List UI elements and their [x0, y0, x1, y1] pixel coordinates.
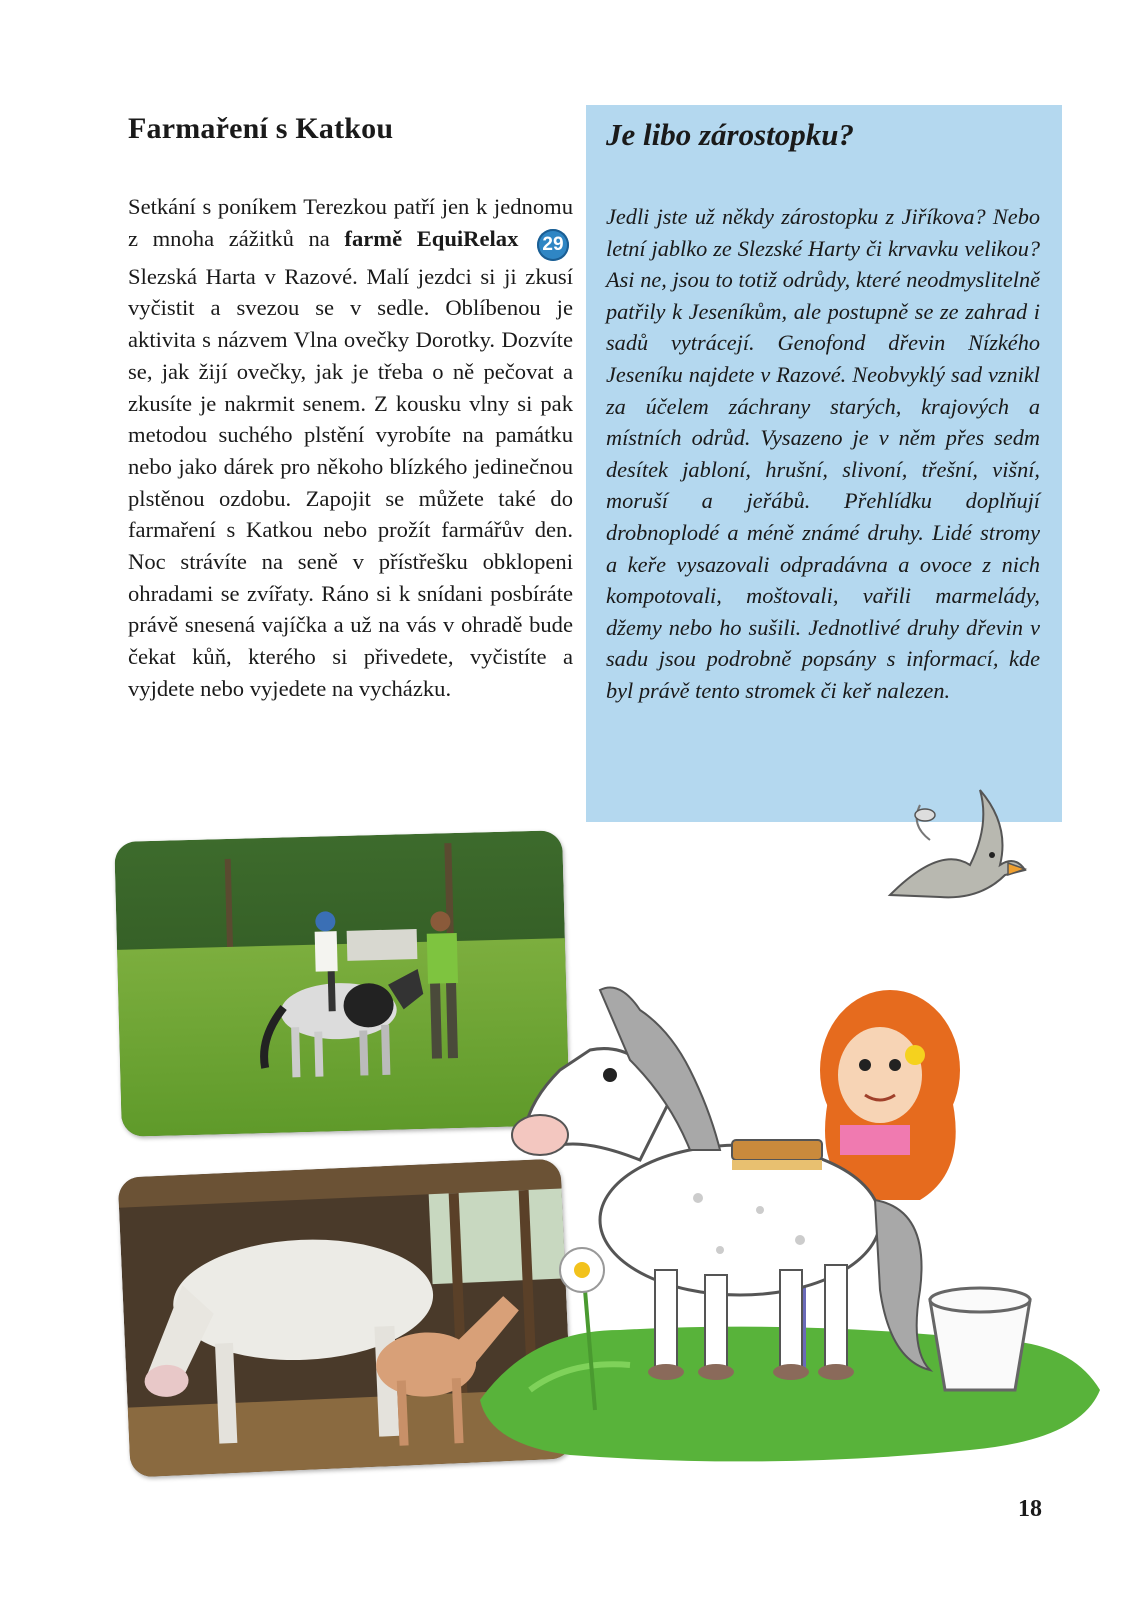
location-badge: 29 — [537, 229, 569, 261]
left-column — [128, 112, 573, 705]
sidebar-box — [586, 105, 1062, 822]
sidebar-text: Jedli jste už někdy zárostopku z Jiříkova? Nebo letní jablko ze Slezské Harty či krvavku velikou? Asi ne, jsou to totiž odrůdy, které neodmyslitelně patřily k Jeseníkům, ale postupně se ze zahrad i sadů vytrácejí. Genofond dřevin Nízkého Jeseníku najdete v Razové. Neobvyklý sad vznikl za účelem záchrany starých, krajových a místních odrůd. Vysazeno je v něm přes sedm desítek jabloní, hrušní, slivoní, třešní, višní, moruší a jeřábů. Přehlídku doplňují drobnoplodé a méně známé druhy. Lidé stromy a keře vysazovali odpradávna a ovoce z nich kompotovali, moštovali, vařili marmelády, džemy nebo ho sušili. Jednotlivé druhy dřevin v sadu jsou podrobně popsány s informací, kde byl právě tento stromek či keř nalezen. — [606, 204, 1040, 703]
article-text-part2: Slezská Harta v Razové. Malí jezdci si ji zkusí vyčistit a svezou se v sedle. Oblíbenou je aktivita s názvem Vlna ovečky Dorotky. Dozvíte se, jak žijí ovečky, jak je třeba o ně pečovat a zkusíte je nakrmit senem. Z kousku vlny si pak metodou suchého plstění vyrobíte na památku nebo jako dárek pro někoho blízkého jedinečnou plstěnou ozdobu. Zapojit se můžete také do farmaření s Katkou nebo prožít farmářův den. Noc strávíte na seně v přístřešku obklopeni ohradami se zvířaty. Ráno si k snídani posbíráte právě snesená vajíčka a už na vás v ohradě bude čekat kůň, kterého si přivedete, vyčistíte a vyjdete nebo vyjedete na vycházku. — [128, 263, 573, 701]
page-number: 18 — [1018, 1496, 1042, 1522]
section-title: Farmaření s Katkou — [128, 112, 394, 145]
girl-pony-illustration — [470, 970, 1110, 1475]
article-text — [128, 191, 573, 705]
farm-name: farmě EquiRelax — [344, 225, 519, 251]
bird-illustration — [880, 785, 1030, 920]
article-text-part1: Setkání s poníkem Terezkou patří jen k jednomu z mnoha zážitků na — [128, 194, 573, 251]
sidebar-title: Je libo zárostopku? — [606, 117, 855, 152]
